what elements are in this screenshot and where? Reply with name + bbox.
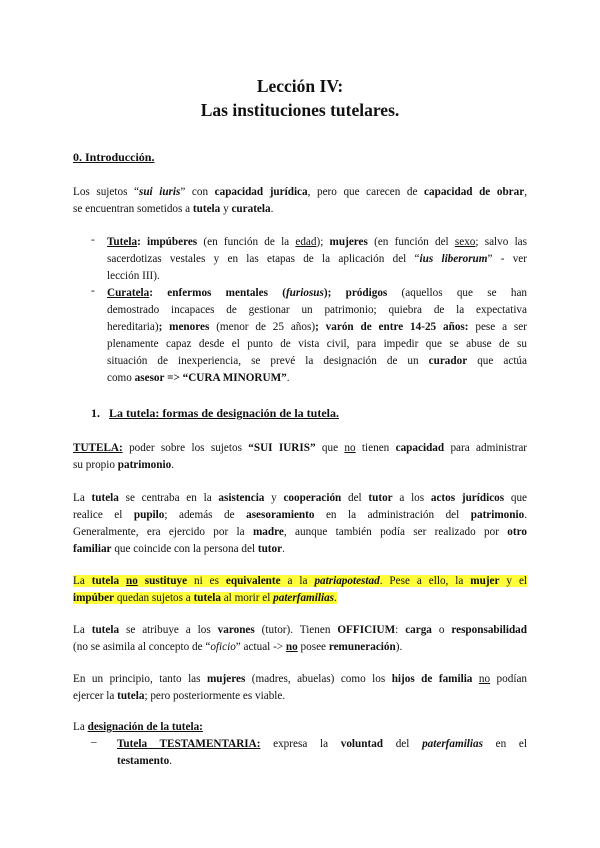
lesson-title: Lección IV: xyxy=(256,76,344,96)
definition-line2: su propio patrimonio. xyxy=(73,459,174,471)
designacion-item-line1: Tutela TESTAMENTARIA: expresa la voluntad del paterfamilias en el xyxy=(117,738,527,750)
para5-line2: ejercer la tutela; pero posteriormente es viable. xyxy=(73,690,286,702)
para2-line3: Generalmente, era ejercido por la madre, aunque también podía ser realizado por otro xyxy=(73,526,527,538)
designacion-heading: La designación de la tutela: xyxy=(73,721,203,733)
curatela-bullet-line2: demostrado incapaces de gestionar un patrimonio; quiebra de la expectativa xyxy=(107,304,527,316)
para4-line2: (no se asimila al concepto de “oficio” actual -> no posee remuneración). xyxy=(73,641,403,653)
section-heading: La tutela: formas de designación de la tutela. xyxy=(109,406,339,420)
curatela-bullet-line6: como asesor => “CURA MINORUM”. xyxy=(107,372,290,384)
curatela-bullet-line5: situación de inexperiencia, se prevé la designación de un curador que actúa xyxy=(107,355,527,367)
definition-line1: TUTELA: poder sobre los sujetos “SUI IURIS” que no tienen capacidad para administrar xyxy=(73,442,528,454)
bullet-dash: – xyxy=(91,736,97,748)
para3-highlight-line2: impúber quedan sujetos a tutela al morir el paterfamilias. xyxy=(73,592,337,604)
para3-highlight-line1: La tutela no sustituye ni es equivalente a la patriapotestad. Pese a ello, la mujer y el xyxy=(73,575,528,587)
curatela-bullet-line4: plenamente capaz desde el punto de vista civil, para impedir que se abuse de su xyxy=(107,338,527,350)
bullet-dash: - xyxy=(91,234,95,246)
curatela-bullet-line1: Curatela: enfermos mentales (furiosus); pródigos (aquellos que se han xyxy=(107,287,528,299)
intro-paragraph-line1: Los sujetos “sui iuris” con capacidad jurídica, pero que carecen de capacidad de obrar, xyxy=(73,186,527,198)
bullet-dash: - xyxy=(91,285,95,297)
para2-line1: La tutela se centraba en la asistencia y cooperación del tutor a los actos jurídicos que xyxy=(73,492,527,504)
tutela-bullet-line3: lección III). xyxy=(107,270,160,282)
lesson-subtitle: Las instituciones tutelares. xyxy=(200,100,400,120)
curatela-bullet-line3: hereditaria); menores (menor de 25 años); varón de entre 14-25 años: pese a ser xyxy=(107,321,527,333)
para4-line1: La tutela se atribuye a los varones (tutor). Tienen OFFICIUM: carga o responsabilidad xyxy=(73,624,527,636)
tutela-bullet-line2: sacerdotizas vestales y en las etapas de la aplicación del “ius liberorum” - ver xyxy=(107,253,527,265)
para2-line2: realice el pupilo; además de asesoramiento en la administración del patrimonio. xyxy=(73,509,527,521)
para5-line1: En un principio, tanto las mujeres (madres, abuelas) como los hijos de familia no podían xyxy=(73,673,528,685)
designacion-item-line2: testamento. xyxy=(117,755,172,767)
para2-line4: familiar que coincide con la persona del tutor. xyxy=(73,543,285,555)
intro-paragraph-line2: se encuentran sometidos a tutela y curatela. xyxy=(73,203,274,215)
tutela-bullet-line1: Tutela: impúberes (en función de la edad); mujeres (en función del sexo; salvo las xyxy=(107,236,527,248)
intro-heading: 0. Introducción. xyxy=(73,150,155,164)
section-number: 1. xyxy=(91,406,100,420)
